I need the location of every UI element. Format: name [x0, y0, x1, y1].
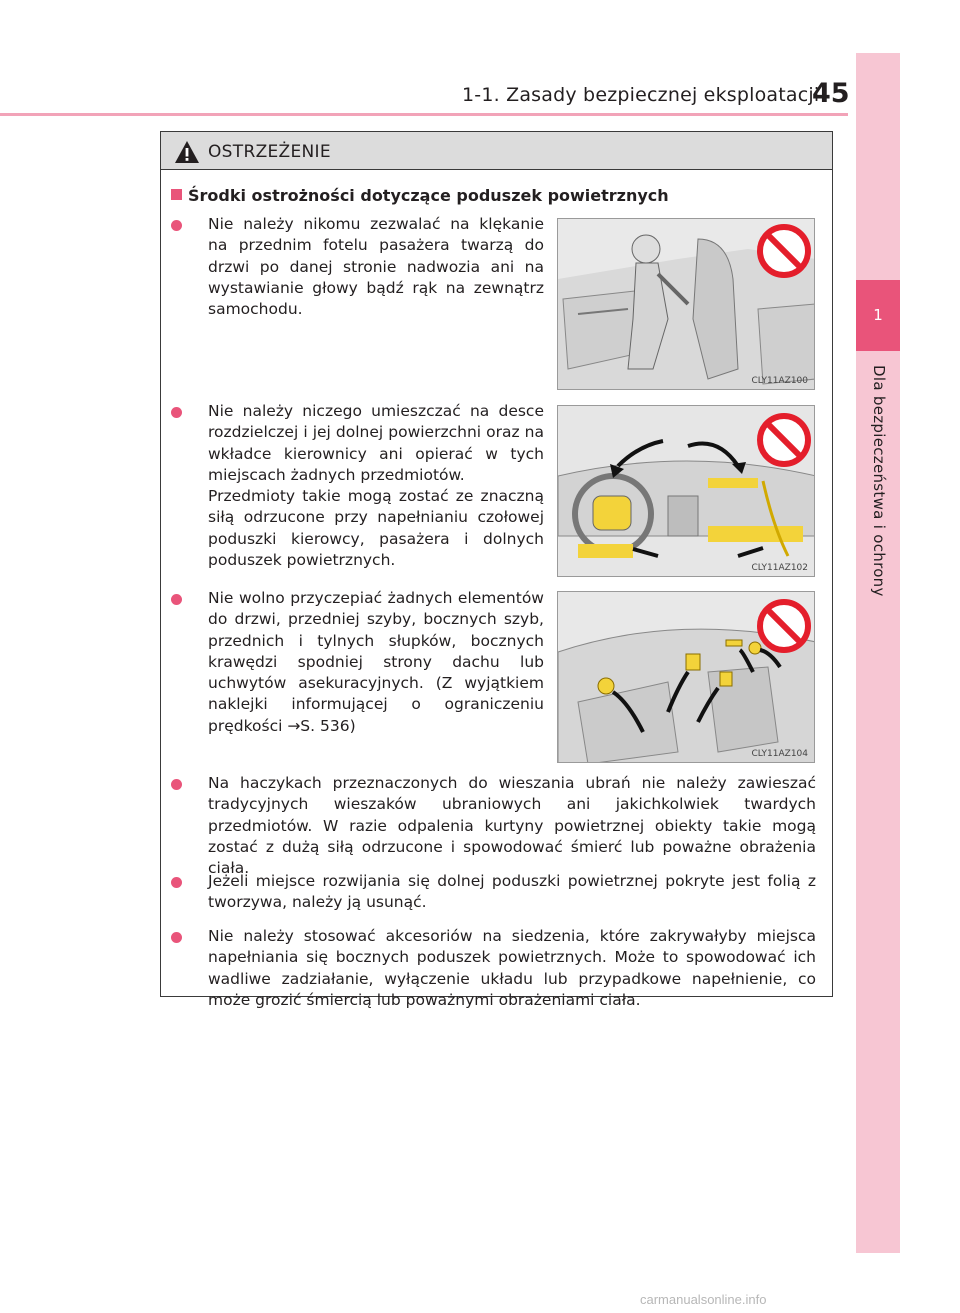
running-header-title: 1-1. Zasady bezpiecznej eksploatacji — [462, 84, 820, 106]
prohibited-sign-icon — [756, 598, 812, 654]
warning-item-4: Na haczykach przeznaczonych do wieszania ubrań nie należy zawieszać tradycyjnych wieszaków ubraniowych ani jakichkolwiek twardych przedmiotów. W razie odpalenia kurtyny powietrznej obiekty takie mogą zostać z dużą siłą odrzucone i spowodować śmierć lub poważne obrażenia ciała. — [208, 774, 816, 878]
watermark: carmanualsonline.info — [640, 1292, 767, 1307]
figure-dashboard-airbags — [557, 405, 815, 577]
warning-triangle-icon — [174, 140, 200, 164]
header-rule — [0, 113, 848, 116]
warning-item-2: Nie należy niczego umieszczać na desce rozdzielczej i jej dolnej powierzchni oraz na wkładce kierownicy ani opierać w tych miejscach żadnych przedmiotów. — [208, 402, 544, 484]
chapter-title-label: Dla bezpieczeństwa i ochrony — [870, 365, 888, 597]
warning-item-5: Jeżeli miejsce rozwijania się dolnej poduszki powietrznej pokryte jest folią z tworzywa, należy ją usunąć. — [208, 872, 816, 912]
prohibited-sign-icon — [756, 223, 812, 279]
warning-header — [161, 132, 832, 170]
figure-code: CLY11AZ102 — [751, 563, 808, 573]
prohibited-sign-icon — [756, 412, 812, 468]
chapter-side-tab — [856, 53, 900, 1253]
chapter-title-vertical — [870, 365, 890, 605]
chapter-number-tab[interactable]: 1 — [856, 280, 900, 351]
section-heading-text: Środki ostrożności dotyczące poduszek powietrznych — [188, 186, 669, 205]
bullet-icon — [171, 779, 182, 790]
bullet-icon — [171, 220, 182, 231]
warning-item-3: Nie wolno przyczepiać żadnych elementów do drzwi, przedniej szyby, bocznych szyb, przednich i tylnych słupków, bocznych krawędzi spodniej strony dachu lub uchwytów asekuracyjnych. (Z wyjątkiem naklejki informującej o ograniczeniu prędkości →S. 536) — [208, 589, 544, 735]
warning-item-1: Nie należy nikomu zezwalać na klękanie na przednim fotelu pasażera twarzą do drzwi po danej stronie nadwozia ani na wystawianie głowy bądź rąk na zewnątrz samochodu. — [208, 215, 544, 319]
bullet-icon — [171, 594, 182, 605]
bullet-icon — [171, 407, 182, 418]
section-square-icon — [171, 189, 182, 200]
warning-item-6: Nie należy stosować akcesoriów na siedzenia, które zakrywałyby miejsca napełniania się bocznych poduszek powietrznych. Może to spowodować ich wadliwe zadziałanie, wyłączenie układu lub przypadkowe napełnienie, co może grozić śmiercią lub poważnymi obrażeniami ciała. — [208, 927, 816, 1009]
section-heading — [171, 186, 669, 205]
bullet-icon — [171, 932, 182, 943]
bullet-icon — [171, 877, 182, 888]
figure-code: CLY11AZ100 — [751, 376, 808, 386]
warning-title: OSTRZEŻENIE — [208, 142, 331, 162]
figure-code: CLY11AZ104 — [751, 749, 808, 759]
warning-item-2-note: Przedmioty takie mogą zostać ze znaczną siłą odrzucone przy napełnianiu czołowej poduszki kierowcy, pasażera i dolnych poduszek powietrznych. — [208, 487, 544, 569]
page-number: 45 — [812, 78, 850, 109]
figure-kneeling-passenger — [557, 218, 815, 390]
warning-box — [160, 131, 833, 1009]
figure-side-pillars — [557, 591, 815, 763]
